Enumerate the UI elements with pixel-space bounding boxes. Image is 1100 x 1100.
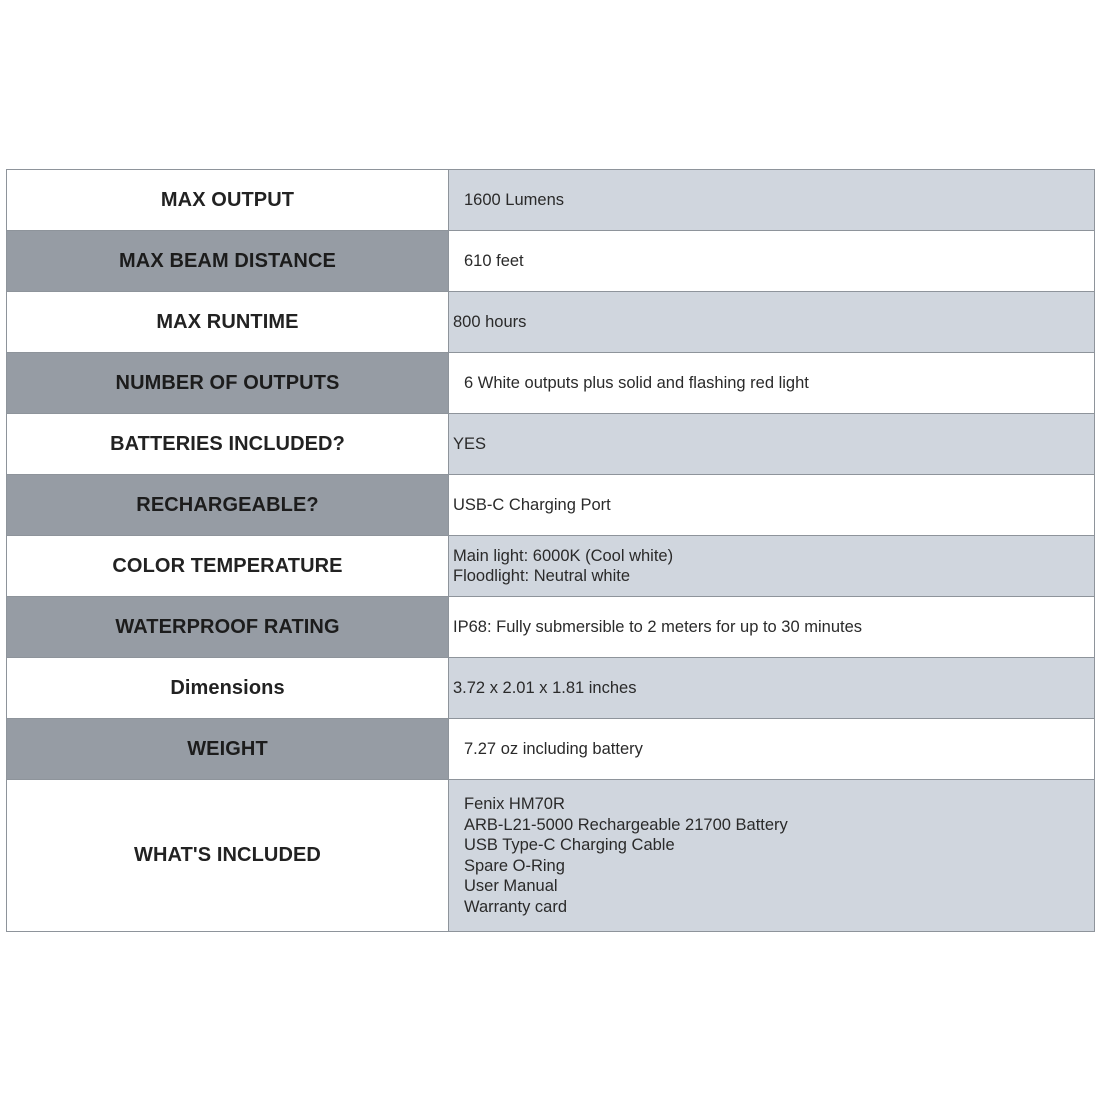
spec-value-line: 610 feet [464,251,524,270]
spec-label: MAX BEAM DISTANCE [7,231,449,292]
spec-value [449,170,1095,231]
spec-row-rechargeable [7,475,1095,536]
spec-value-line: 1600 Lumens [464,190,564,209]
spec-row-number-of-outputs [7,353,1095,414]
spec-value [449,719,1095,780]
spec-label: MAX RUNTIME [7,292,449,353]
spec-label: MAX OUTPUT [7,170,449,231]
spec-value-line: 3.72 x 2.01 x 1.81 inches [453,678,637,697]
spec-value-line: ARB-L21-5000 Rechargeable 21700 Battery [464,815,788,834]
spec-label: WHAT'S INCLUDED [7,780,449,932]
spec-value-line: Warranty card [464,897,567,916]
spec-row-weight [7,719,1095,780]
spec-label: WEIGHT [7,719,449,780]
spec-row-max-beam-distance [7,231,1095,292]
spec-row-max-runtime [7,292,1095,353]
spec-value-line: USB-C Charging Port [453,495,611,514]
spec-row-waterproof-rating [7,597,1095,658]
spec-row-max-output [7,170,1095,231]
spec-value [449,536,1095,597]
spec-value-line: 6 White outputs plus solid and flashing red light [464,373,809,392]
spec-label: BATTERIES INCLUDED? [7,414,449,475]
spec-label: COLOR TEMPERATURE [7,536,449,597]
spec-value [449,597,1095,658]
spec-value [449,475,1095,536]
spec-value [449,353,1095,414]
spec-row-batteries-included [7,414,1095,475]
spec-value-line: Fenix HM70R [464,795,565,813]
spec-row-dimensions [7,658,1095,719]
spec-row-color-temperature [7,536,1095,597]
spec-value [449,292,1095,353]
spec-value-line: USB Type-C Charging Cable [464,836,675,854]
spec-value-line: Floodlight: Neutral white [453,567,631,585]
spec-value [449,658,1095,719]
spec-label: WATERPROOF RATING [7,597,449,658]
spec-value-line: Main light: 6000K (Cool white) [453,546,674,565]
spec-label: NUMBER OF OUTPUTS [7,353,449,414]
spec-value-line: 7.27 oz including battery [464,739,643,758]
spec-label: Dimensions [7,658,449,719]
spec-table [6,169,1095,932]
spec-value-line: IP68: Fully submersible to 2 meters for up to 30 minutes [453,617,863,636]
spec-value [449,414,1095,475]
spec-value-line: Spare O-Ring [464,856,565,875]
spec-value [449,231,1095,292]
spec-row-whats-included [7,780,1095,932]
spec-value-line: YES [453,434,487,453]
spec-value-line: User Manual [464,877,558,895]
spec-label: RECHARGEABLE? [7,475,449,536]
spec-value [449,780,1095,932]
spec-value-line: 800 hours [453,312,527,331]
